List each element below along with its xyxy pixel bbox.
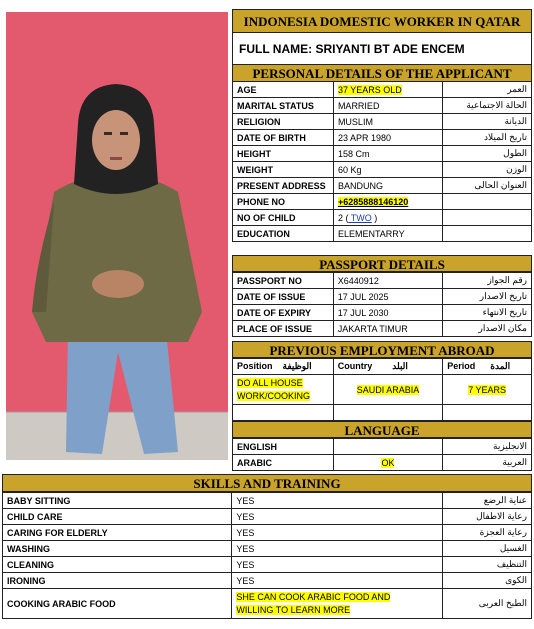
expiry-date-label: DATE OF EXPIRY — [233, 305, 334, 321]
table-row — [3, 573, 532, 589]
empty-cell — [443, 405, 532, 421]
phone-value — [333, 194, 442, 210]
phone-link[interactable]: +6285888146120 — [337, 196, 409, 207]
education-arabic — [443, 226, 532, 242]
country-highlight: SAUDI ARABIA — [356, 384, 420, 395]
table-row — [233, 146, 532, 162]
baby-sitting-label: BABY SITTING — [3, 493, 232, 509]
ironing-arabic: الكوى — [443, 573, 532, 589]
language-heading: LANGUAGE — [232, 421, 532, 438]
english-label: ENGLISH — [233, 439, 334, 455]
table-row — [3, 541, 532, 557]
table-row — [233, 82, 532, 98]
table-row — [233, 375, 532, 405]
table-row — [233, 455, 532, 471]
table-row — [3, 557, 532, 573]
place-of-issue-arabic: مكان الاصدار — [443, 321, 532, 337]
age-value — [333, 82, 442, 98]
cooking-line-2: WILLING TO LEARN MORE — [236, 604, 351, 615]
english-arabic: الانجليزية — [443, 439, 532, 455]
dob-value: 23 APR 1980 — [333, 130, 442, 146]
table-row — [233, 194, 532, 210]
employment-table — [232, 358, 532, 421]
marital-status-label: MARITAL STATUS — [233, 98, 334, 114]
full-name-row — [232, 33, 532, 65]
dob-label: DATE OF BIRTH — [233, 130, 334, 146]
period-header-en: Period — [447, 361, 476, 371]
weight-value: 60 Kg — [333, 162, 442, 178]
address-value: BANDUNG — [333, 178, 442, 194]
cooking-arabic: الطبخ العربى — [443, 589, 532, 619]
personal-details-table — [232, 81, 532, 242]
elderly-care-value: YES — [232, 525, 443, 541]
table-row — [233, 305, 532, 321]
issue-date-label: DATE OF ISSUE — [233, 289, 334, 305]
issue-date-arabic: تاريخ الاصدار — [443, 289, 532, 305]
passport-table — [232, 272, 532, 337]
passport-heading: PASSPORT DETAILS — [232, 255, 532, 272]
empty-cell — [233, 405, 334, 421]
position-line-1: DO ALL HOUSE — [237, 377, 303, 388]
issue-date-value: 17 JUL 2025 — [333, 289, 443, 305]
children-value — [333, 210, 442, 226]
personal-details-heading: PERSONAL DETAILS OF THE APPLICANT — [232, 65, 532, 82]
ironing-value: YES — [232, 573, 443, 589]
cleaning-value: YES — [232, 557, 443, 573]
washing-label: WASHING — [3, 541, 232, 557]
table-row — [233, 273, 532, 289]
height-value: 158 Cm — [333, 146, 442, 162]
cooking-label: COOKING ARABIC FOOD — [3, 589, 232, 619]
table-row — [233, 178, 532, 194]
english-value — [333, 439, 443, 455]
expiry-date-value: 17 JUL 2030 — [333, 305, 443, 321]
empty-cell — [333, 405, 443, 421]
table-row — [233, 162, 532, 178]
skills-table — [2, 492, 532, 619]
position-header-en: Position — [237, 361, 273, 371]
elderly-care-arabic: رعاية العجزة — [443, 525, 532, 541]
dob-arabic: تاريخ الميلاد — [443, 130, 532, 146]
table-row — [3, 509, 532, 525]
table-row — [233, 226, 532, 242]
period-header-ar: المدة — [490, 361, 511, 371]
elderly-care-label: CARING FOR ELDERLY — [3, 525, 232, 541]
expiry-date-arabic: تاريخ الانتهاء — [443, 305, 532, 321]
age-highlight: 37 YEARS OLD — [337, 84, 402, 95]
country-header — [333, 359, 443, 375]
place-of-issue-label: PLACE OF ISSUE — [233, 321, 334, 337]
place-of-issue-value: JAKARTA TIMUR — [333, 321, 443, 337]
age-label: AGE — [233, 82, 334, 98]
children-label: NO OF CHILD — [233, 210, 334, 226]
phone-arabic — [443, 194, 532, 210]
table-row — [233, 321, 532, 337]
full-name-value: SRIYANTI BT ADE ENCEM — [315, 42, 465, 56]
period-value — [443, 375, 532, 405]
passport-no-value: X6440912 — [333, 273, 443, 289]
passport-no-arabic: رقم الجواز — [443, 273, 532, 289]
arabic-arabic: العربية — [443, 455, 532, 471]
child-care-value: YES — [232, 509, 443, 525]
cooking-line-1: SHE CAN COOK ARABIC FOOD AND — [236, 591, 391, 602]
education-value: ELEMENTARRY — [333, 226, 442, 242]
employment-heading: PREVIOUS EMPLOYMENT ABROAD — [232, 341, 532, 358]
arabic-value — [333, 455, 443, 471]
phone-label: PHONE NO — [233, 194, 334, 210]
position-value — [233, 375, 334, 405]
address-label: PRESENT ADDRESS — [233, 178, 334, 194]
cleaning-label: CLEANING — [3, 557, 232, 573]
height-arabic: الطول — [443, 146, 532, 162]
religion-label: RELIGION — [233, 114, 334, 130]
children-link[interactable]: TWO — [348, 212, 372, 223]
religion-arabic: الديانة — [443, 114, 532, 130]
table-row — [3, 525, 532, 541]
passport-no-label: PASSPORT NO — [233, 273, 334, 289]
address-arabic: العنوان الحالى — [443, 178, 532, 194]
table-row — [3, 493, 532, 509]
language-table — [232, 438, 532, 471]
table-row — [233, 130, 532, 146]
children-suffix: ) — [371, 212, 378, 223]
table-row — [3, 589, 532, 619]
child-care-arabic: رعاية الاطفال — [443, 509, 532, 525]
table-row — [233, 210, 532, 226]
full-name-label: FULL NAME: — [239, 42, 313, 56]
baby-sitting-arabic: عناية الرضع — [443, 493, 532, 509]
marital-status-arabic: الحالة الاجتماعية — [443, 98, 532, 114]
position-header-ar: الوظيفة — [282, 361, 312, 371]
table-row — [233, 359, 532, 375]
table-row — [233, 439, 532, 455]
weight-arabic: الوزن — [443, 162, 532, 178]
country-header-ar: البلد — [392, 361, 408, 371]
table-row — [233, 114, 532, 130]
document-title: INDONESIA DOMESTIC WORKER IN QATAR — [232, 9, 532, 33]
child-care-label: CHILD CARE — [3, 509, 232, 525]
age-arabic: العمر — [443, 82, 532, 98]
table-row — [233, 405, 532, 421]
children-arabic — [443, 210, 532, 226]
applicant-photo — [6, 12, 228, 460]
baby-sitting-value: YES — [232, 493, 443, 509]
person-figure — [6, 12, 228, 460]
table-row — [233, 98, 532, 114]
washing-arabic: الغسيل — [443, 541, 532, 557]
period-highlight: 7 YEARS — [468, 384, 507, 395]
position-line-2: WORK/COOKING — [237, 390, 311, 401]
height-label: HEIGHT — [233, 146, 334, 162]
weight-label: WEIGHT — [233, 162, 334, 178]
country-value — [333, 375, 443, 405]
ironing-label: IRONING — [3, 573, 232, 589]
children-prefix: 2 ( — [337, 212, 349, 223]
table-row — [233, 289, 532, 305]
marital-status-value: MARRIED — [333, 98, 442, 114]
religion-value: MUSLIM — [333, 114, 442, 130]
position-header — [233, 359, 334, 375]
cooking-value — [232, 589, 443, 619]
education-label: EDUCATION — [233, 226, 334, 242]
country-header-en: Country — [337, 361, 373, 371]
skills-heading: SKILLS AND TRAINING — [2, 474, 532, 492]
arabic-highlight: OK — [381, 457, 395, 468]
period-header — [443, 359, 532, 375]
cleaning-arabic: التنظيف — [443, 557, 532, 573]
arabic-label: ARABIC — [233, 455, 334, 471]
washing-value: YES — [232, 541, 443, 557]
